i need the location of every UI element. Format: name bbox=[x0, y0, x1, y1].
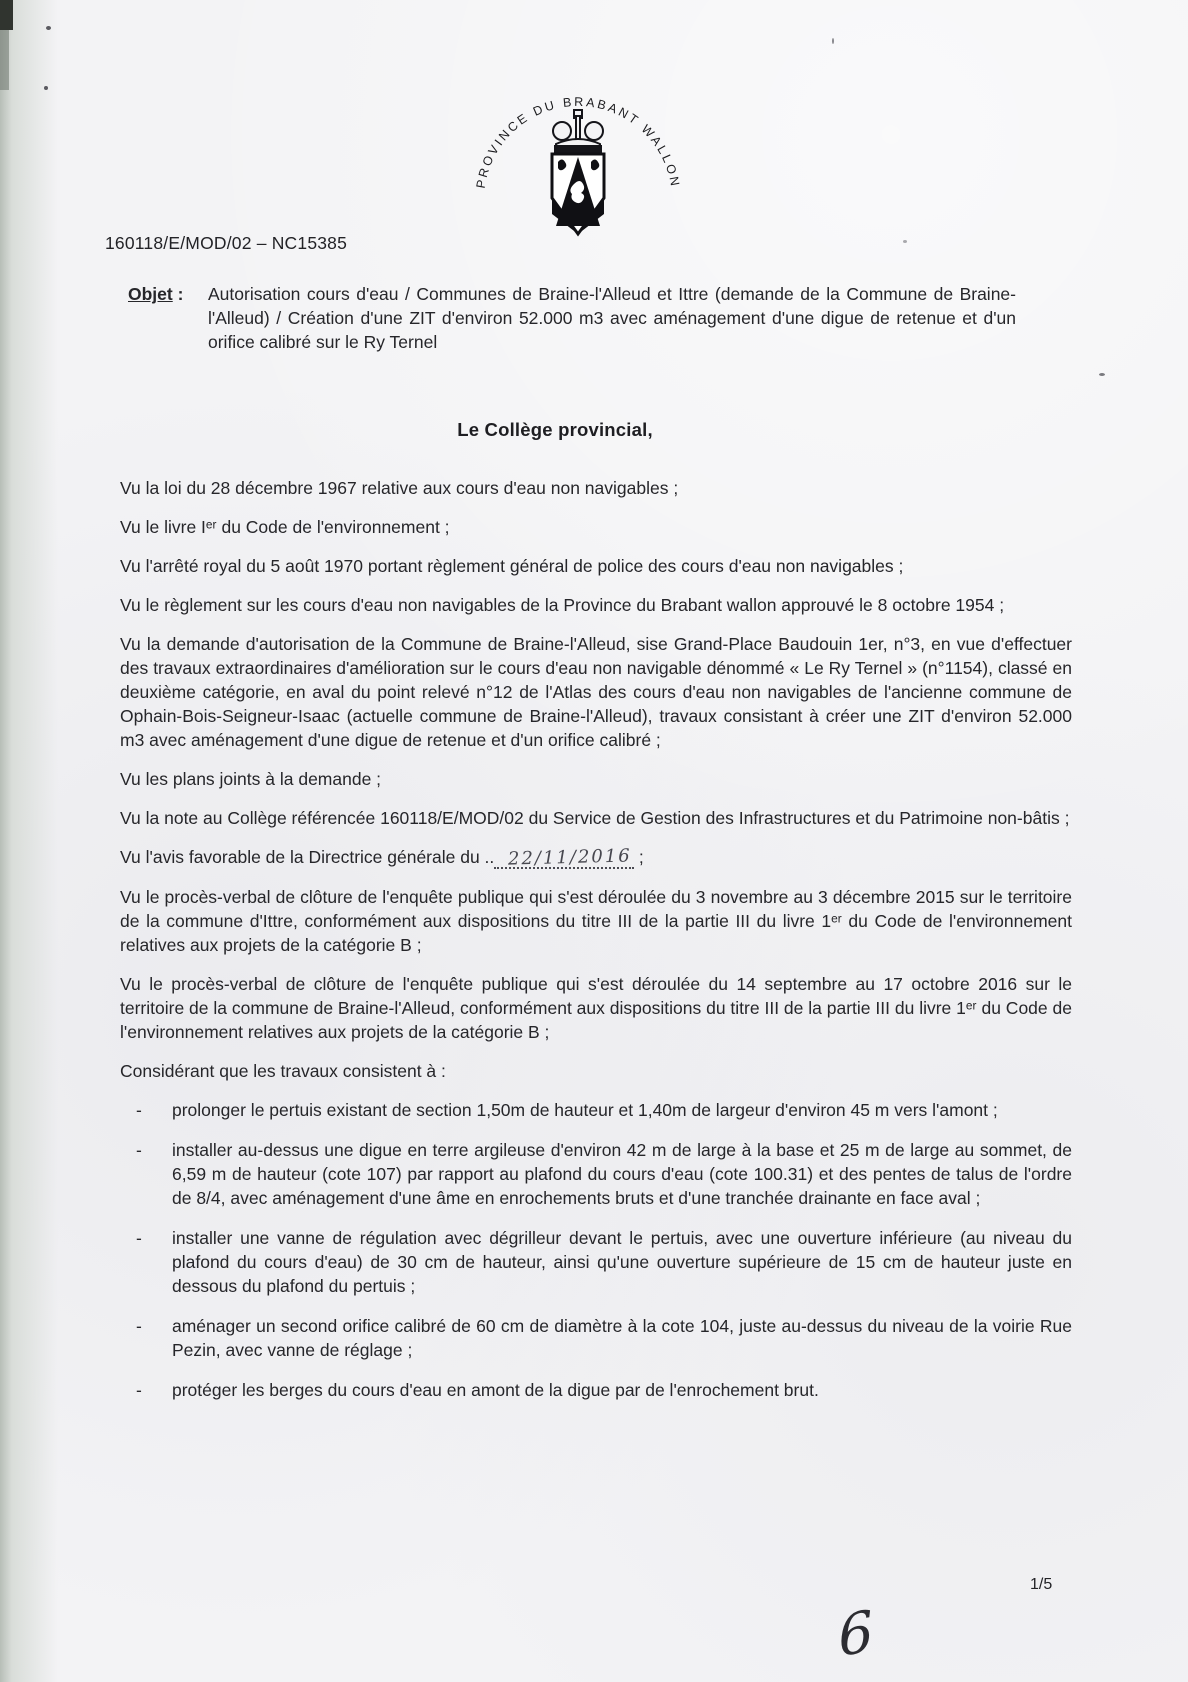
considerant-paragraph: Considérant que les travaux consistent à : bbox=[120, 1061, 446, 1081]
recital-paragraph: Vu la demande d'autorisation de la Commune de Braine-l'Alleud, sise Grand-Place Baudouin 1er, n°3, en vue d'effectuer des travaux extraordinaires d'amélioration sur le cours d'eau non navigable dénommé « Le Ry Ternel » (n°1154), classé en deuxième catégorie, en aval du point relevé n°12 de l'Atlas des cours d'eau non navigables de l'ancienne commune de Ophain-Bois-Seigneur-Isaac (actuelle commune de Braine-l'Alleud), travaux consistant à créer une ZIT d'environ 52.000 m3 avec aménagement d'une digue de retenue et d'un orifice calibré ; bbox=[120, 634, 1072, 750]
list-item: - aménager un second orifice calibré de 60 cm de diamètre à la cote 104, juste au-dessus du niveau de la voirie Rue Pezin, avec vanne de réglage ; bbox=[136, 1316, 1072, 1360]
list-item: - installer au-dessus une digue en terre argileuse d'environ 42 m de large à la base et 25 m de large au sommet, de 6,59 m de hauteur (cote 107) par rapport au plafond du cours d'eau (cote 100.31) et des pentes de talus de l'ordre de 8/4, avec aménagement d'une âme en enrochements bruts et d'une tranchée drainante en face aval ; bbox=[136, 1140, 1072, 1208]
recital-paragraph: Vu le livre Iᵉʳ du Code de l'environnement ; bbox=[120, 517, 450, 537]
recital-paragraph: Vu les plans joints à la demande ; bbox=[120, 769, 382, 789]
recital-paragraph: Vu le procès-verbal de clôture de l'enquête publique qui s'est déroulée du 14 septembre au 17 octobre 2016 sur le territoire de la commune de Braine-l'Alleud, conformément aux dispositions du titre III de la partie III du livre 1ᵉʳ du Code de l'environnement relatives aux projets de la catégorie B ; bbox=[120, 974, 1072, 1042]
shield-icon bbox=[552, 154, 604, 234]
subject-block bbox=[128, 282, 1018, 354]
works-list bbox=[120, 1098, 1072, 1402]
handwritten-page-mark: 6 bbox=[835, 1598, 876, 1671]
scan-speck bbox=[903, 240, 907, 243]
dash-bullet: - bbox=[136, 1380, 142, 1400]
list-item: - prolonger le pertuis existant de section 1,50m de hauteur et 1,40m de largeur d'environ 45 m vers l'amont ; bbox=[136, 1100, 998, 1120]
recital-paragraph: Vu la note au Collège référencée 160118/E/MOD/02 du Service de Gestion des Infrastructures et du Patrimoine non-bâtis ; bbox=[120, 808, 1070, 828]
document-title: Le Collège provincial, bbox=[457, 419, 653, 440]
approval-paragraph: Vu l'avis favorable de la Directrice générale du .. 22/11/2016 ; bbox=[120, 845, 644, 870]
dash-bullet: - bbox=[136, 1140, 142, 1160]
document-reference: 160118/E/MOD/02 – NC15385 bbox=[105, 233, 348, 253]
scan-speck bbox=[1099, 373, 1105, 376]
dash-bullet: - bbox=[136, 1316, 142, 1336]
page-number: 1/5 bbox=[1030, 1576, 1053, 1593]
document-body bbox=[120, 476, 1072, 1418]
seal-arc-text: PROVINCE DU BRABANT WALLON bbox=[473, 94, 683, 190]
province-brabant-wallon-seal bbox=[468, 84, 688, 244]
list-item: - installer une vanne de régulation avec dégrilleur devant le pertuis, avec une ouverture inférieure (au niveau du plafond du cours d'eau) de 30 cm de hauteur, ainsi qu'une ouverture supérieure de 15 cm de hauteur juste en dessous du plafond du pertuis ; bbox=[136, 1228, 1072, 1296]
dash-bullet: - bbox=[136, 1100, 142, 1120]
scan-speck bbox=[832, 38, 834, 44]
scan-speck bbox=[46, 26, 51, 30]
recital-paragraph: Vu la loi du 28 décembre 1967 relative aux cours d'eau non navigables ; bbox=[120, 478, 679, 498]
scan-corner-artifact bbox=[0, 0, 13, 30]
scan-edge-shadow bbox=[0, 0, 58, 1682]
subject-text: Autorisation cours d'eau / Communes de Braine-l'Alleud et Ittre (demande de la Commune de Braine-l'Alleud) / Création d'une ZIT d'environ 52.000 m3 avec aménagement d'une digue de retenue et d'un orifice calibré sur le Ry Ternel bbox=[208, 284, 1016, 352]
recital-paragraph: Vu le procès-verbal de clôture de l'enquête publique qui s'est déroulée du 3 novembre au 3 décembre 2015 sur le territoire de la commune d'Ittre, conformément aux dispositions du titre III de la partie III du livre 1ᵉʳ du Code de l'environnement relatives aux projets de la catégorie B ; bbox=[120, 887, 1072, 955]
scan-speck bbox=[44, 86, 48, 90]
handwritten-date: 22/11/2016 bbox=[494, 847, 634, 869]
scan-corner-artifact bbox=[0, 30, 9, 90]
list-item: - protéger les berges du cours d'eau en amont de la digue par de l'enrochement brut. bbox=[136, 1380, 819, 1400]
recital-paragraph: Vu l'arrêté royal du 5 août 1970 portant règlement général de police des cours d'eau non navigables ; bbox=[120, 556, 904, 576]
dash-bullet: - bbox=[136, 1228, 142, 1248]
crown-icon bbox=[553, 110, 603, 152]
recital-paragraph: Vu le règlement sur les cours d'eau non navigables de la Province du Brabant wallon approuvé le 8 octobre 1954 ; bbox=[120, 595, 1005, 615]
coat-of-arms-icon bbox=[468, 84, 688, 244]
subject-label: Objet : bbox=[128, 284, 184, 304]
